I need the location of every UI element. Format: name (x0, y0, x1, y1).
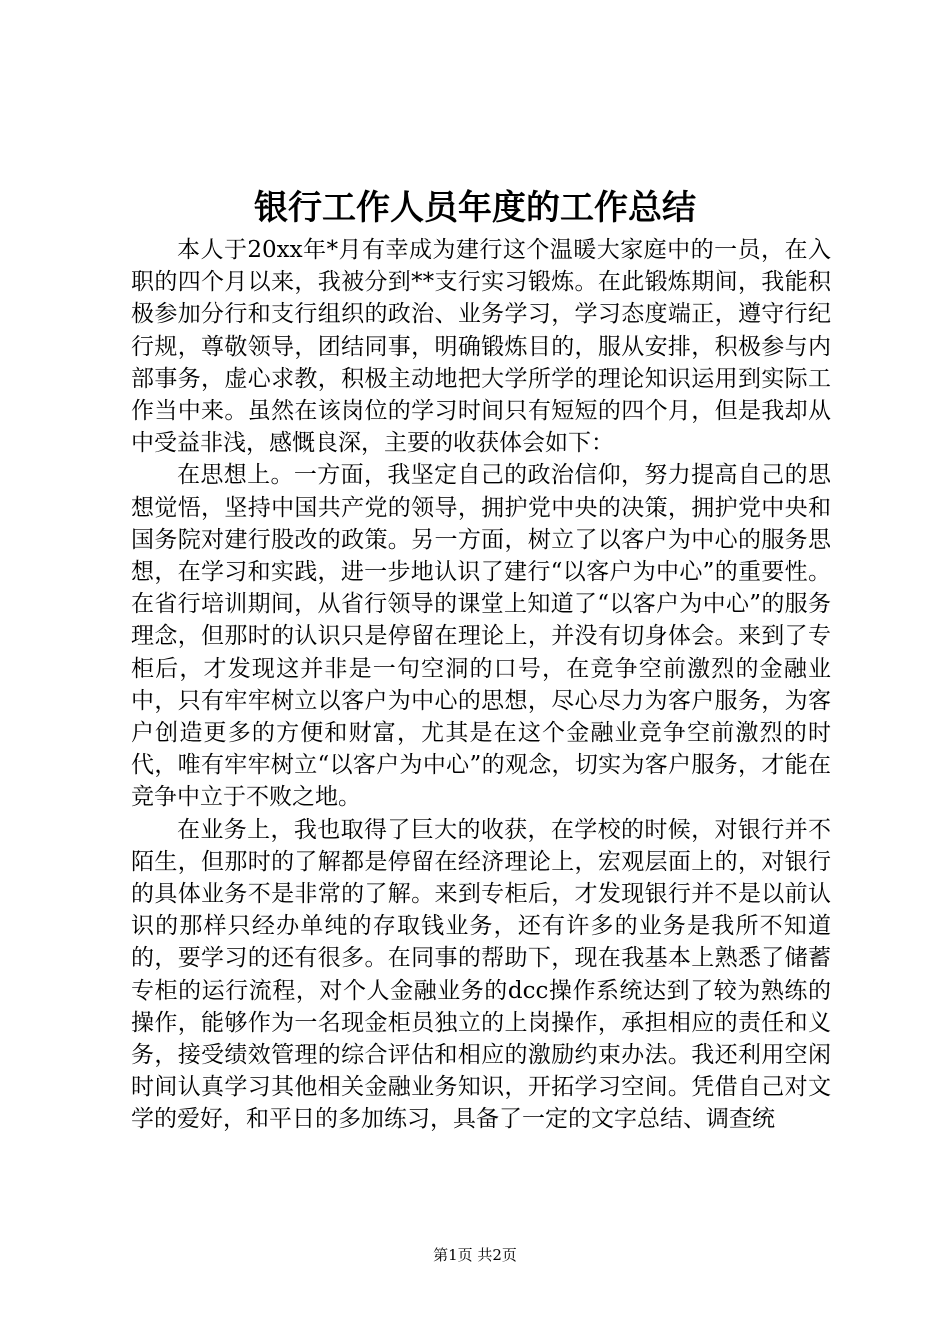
page-number-footer: 第1页 共2页 (433, 1246, 517, 1264)
document-body (131, 234, 831, 1136)
paragraph-ideology: 在思想上。一方面，我坚定自己的政治信仰，努力提高自己的思想觉悟，坚持中国共产党的领导，拥护党中央的决策，拥护党中央和国务院对建行股改的政策。另一方面，树立了以客户为中心的服务思想，在学习和实践，进一步地认识了建行“以客户为中心”的重要性。在省行培训期间，从省行领导的课堂上知道了“以客户为中心”的服务理念，但那时的认识只是停留在理论上，并没有切身体会。来到了专柜后，才发现这并非是一句空洞的口号，在竞争空前激烈的金融业中，只有牢牢树立以客户为中心的思想，尽心尽力为客户服务，为客户创造更多的方便和财富，尤其是在这个金融业竞争空前激烈的时代，唯有牢牢树立“以客户为中心”的观念，切实为客户服务，才能在竞争中立于不败之地。 (131, 462, 831, 811)
paragraph-intro: 本人于20xx年*月有幸成为建行这个温暖大家庭中的一员，在入职的四个月以来，我被分到**支行实习锻炼。在此锻炼期间，我能积极参加分行和支行组织的政治、业务学习，学习态度端正，遵守行纪行规，尊敬领导，团结同事，明确锻炼目的，服从安排，积极参与内部事务，虚心求教，积极主动地把大学所学的理论知识运用到实际工作当中来。虽然在该岗位的学习时间只有短短的四个月，但是我却从中受益非浅，感慨良深，主要的收获体会如下： (131, 237, 831, 457)
document-title: 银行工作人员年度的工作总结 (254, 188, 696, 228)
paragraph-business: 在业务上，我也取得了巨大的收获，在学校的时候，对银行并不陌生，但那时的了解都是停留在经济理论上，宏观层面上的，对银行的具体业务不是非常的了解。来到专柜后，才发现银行并不是以前认识的那样只经办单纯的存取钱业务，还有许多的业务是我所不知道的，要学习的还有很多。在同事的帮助下，现在我基本上熟悉了储蓄专柜的运行流程，对个人金融业务的dcc操作系统达到了较为熟练的操作，能够作为一名现金柜员独立的上岗操作，承担相应的责任和义务，接受绩效管理的综合评估和相应的激励约束办法。我还利用空闲时间认真学习其他相关金融业务知识，开拓学习空间。凭借自己对文学的爱好，和平日的多加练习，具备了一定的文字总结、调查统 (131, 816, 831, 1133)
